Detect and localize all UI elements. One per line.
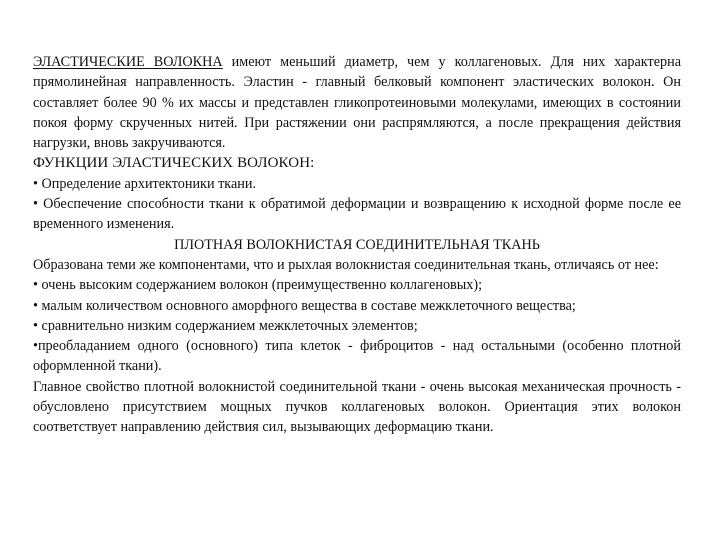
dense-tissue-intro: Образована теми же компонентами, что и рыхлая волокнистая соединительная ткань, отличаясь от нее: — [33, 256, 659, 273]
dense-tissue-list-item: • преобладанием одного (основного) типа клеток - фиброцитов - над остальными (особенно плотной оформленной ткани). — [33, 336, 681, 377]
elastic-fibers-term: ЭЛАСТИЧЕСКИЕ ВОЛОКНА — [33, 54, 223, 70]
slide-text-body — [33, 52, 681, 438]
dense-tissue-list-item: • сравнительно низким содержанием межклеточных элементов; — [33, 316, 681, 336]
elastic-fibers-paragraph — [33, 52, 681, 153]
dense-tissue-list-item: • малым количеством основного аморфного вещества в составе межклеточного вещества; — [33, 296, 681, 316]
elastic-fibers-description: имеют меньший диаметр, чем у коллагеновых. Для них характерна прямолинейная направленность. Эластин - главный белковый компонент эластических волокон. Он составляет более 90 % их массы и представлен гликопротеиновыми молекулами, имеющих в состоянии покоя форму скрученных нитей. При растяжении они распрямляются, а после прекращения действия нагрузки, вновь закручиваются. — [33, 54, 681, 152]
dense-tissue-heading: ПЛОТНАЯ ВОЛОКНИСТАЯ СОЕДИНИТЕЛЬНАЯ ТКАНЬ — [174, 236, 540, 253]
functions-list-item: • Определение архитектоники ткани. — [33, 174, 681, 194]
functions-list-item: • Обеспечение способности ткани к обратимой деформации и возвращению к исходной форме после ее временного изменения. — [33, 194, 681, 235]
functions-heading: ФУНКЦИИ ЭЛАСТИЧЕСКИХ ВОЛОКОН: — [33, 155, 315, 172]
dense-tissue-list-item: • очень высоким содержанием волокон (преимущественно коллагеновых); — [33, 275, 681, 295]
dense-tissue-conclusion: Главное свойство плотной волокнистой соединительной ткани - очень высокая механическая прочность - обусловлено присутствием мощных пучков коллагеновых волокон. Ориентация этих волокон соответствует направлению действия сил, вызывающих деформацию ткани. — [33, 378, 681, 436]
